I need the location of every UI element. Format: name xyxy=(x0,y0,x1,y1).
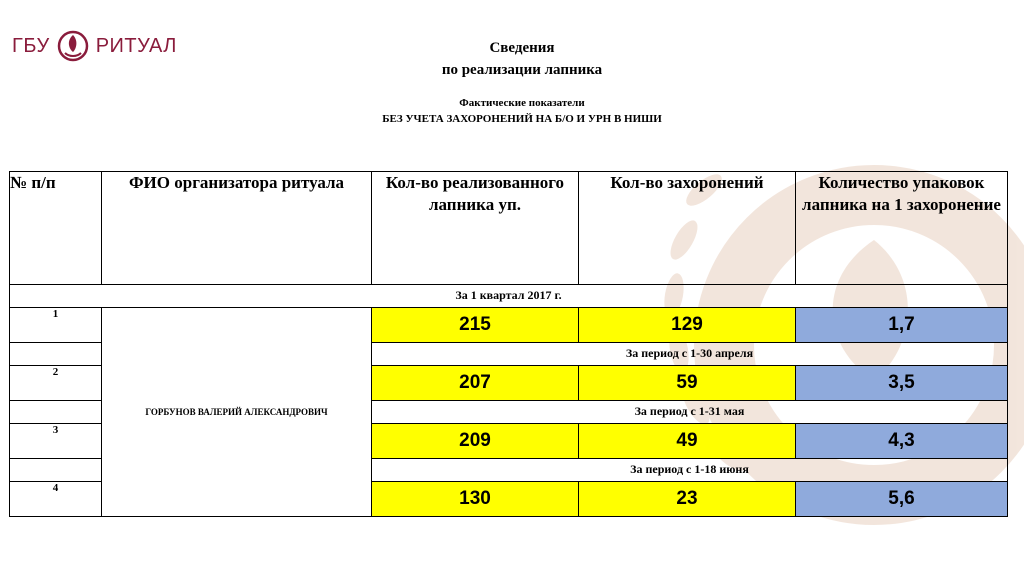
burials-value: 49 xyxy=(579,424,796,459)
header-burials: Кол-во захоронений xyxy=(579,172,796,285)
header-packs: Кол-во реализованного лапника уп. xyxy=(372,172,579,285)
ratio-value: 1,7 xyxy=(796,308,1008,343)
row-number: 2 xyxy=(10,366,102,401)
row-number: 1 xyxy=(10,308,102,343)
table-header-row xyxy=(10,172,1008,285)
row-number: 3 xyxy=(10,424,102,459)
header-organizer: ФИО организатора ритуала xyxy=(102,172,372,285)
packs-value: 209 xyxy=(372,424,579,459)
logo-left-text: ГБУ xyxy=(12,34,50,57)
period-label: За период с 1-31 мая xyxy=(372,401,1008,424)
period-label: За период с 1-18 июня xyxy=(372,459,1008,482)
row-number: 4 xyxy=(10,482,102,517)
organizer-name: ГОРБУНОВ ВАЛЕРИЙ АЛЕКСАНДРОВИЧ xyxy=(102,308,372,517)
packs-value: 130 xyxy=(372,482,579,517)
period-label: За период с 1-30 апреля xyxy=(372,343,1008,366)
table-row xyxy=(10,308,1008,343)
logo-right-text: РИТУАЛ xyxy=(95,34,177,57)
period-label-left xyxy=(10,343,102,366)
period-label: За 1 квартал 2017 г. xyxy=(10,285,1008,308)
burials-value: 59 xyxy=(579,366,796,401)
ratio-value: 3,5 xyxy=(796,366,1008,401)
period-row xyxy=(10,285,1008,308)
page-subtitle-line2: БЕЗ УЧЕТА ЗАХОРОНЕНИЙ НА Б/О И УРН В НИШИ xyxy=(382,113,662,125)
burials-value: 129 xyxy=(579,308,796,343)
packs-value: 207 xyxy=(372,366,579,401)
ratio-value: 4,3 xyxy=(796,424,1008,459)
page-title: Сведения xyxy=(489,40,555,56)
page-subtitle: Фактические показатели xyxy=(459,97,585,109)
period-label-left xyxy=(10,459,102,482)
packs-value: 215 xyxy=(372,308,579,343)
report-table xyxy=(9,171,1008,517)
header-number: № п/п xyxy=(10,172,102,285)
burials-value: 23 xyxy=(579,482,796,517)
ratio-value: 5,6 xyxy=(796,482,1008,517)
period-label-left xyxy=(10,401,102,424)
header-ratio: Количество упаковок лапника на 1 захоронение xyxy=(796,172,1008,285)
page-title-line2: по реализации лапника xyxy=(441,62,603,78)
